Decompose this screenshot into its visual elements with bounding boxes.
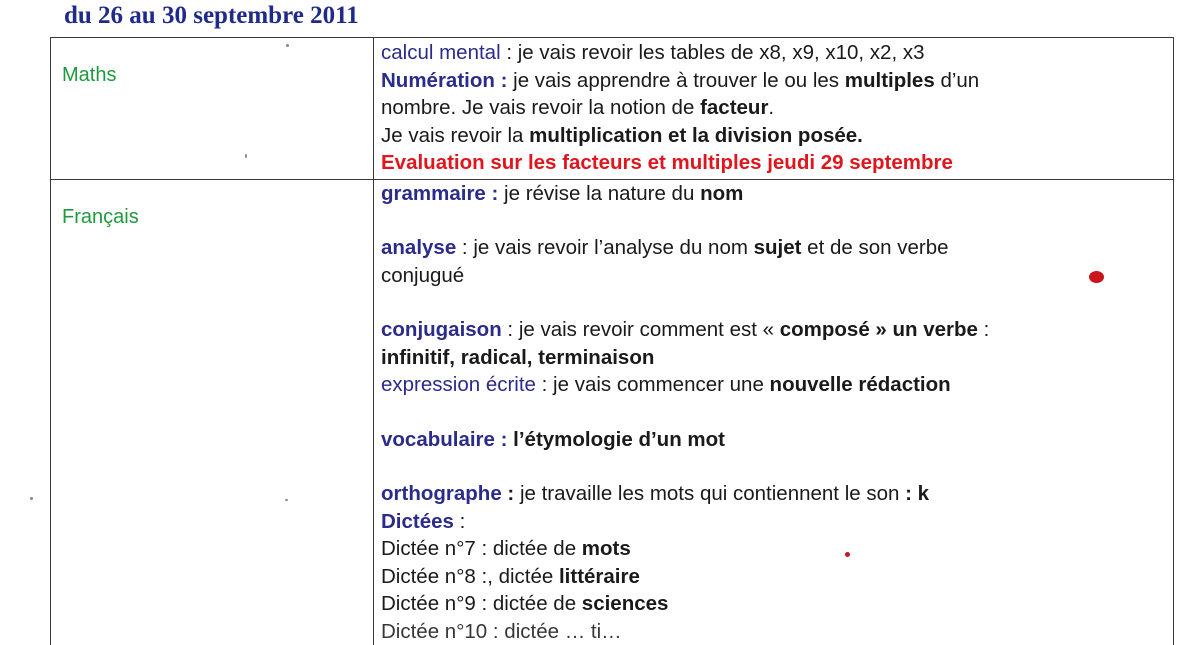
dictees-line xyxy=(381,508,1173,536)
subject-label-francais: Français xyxy=(62,206,139,228)
orthographe-bold: : k xyxy=(905,482,929,505)
scan-speck xyxy=(286,44,289,47)
dictee-7-text: Dictée n°7 : dictée de xyxy=(381,537,582,560)
dictees-keyword: Dictées xyxy=(381,510,454,533)
orthographe-text: je travaille les mots qui contiennent le son xyxy=(520,482,905,505)
orthographe-line xyxy=(381,480,1173,508)
analyse-bold: sujet xyxy=(754,236,802,259)
scan-speck xyxy=(245,154,247,158)
grammaire-text: je révise la nature du xyxy=(498,182,700,205)
expression-line xyxy=(381,371,1173,399)
analyse-text-end: et de son verbe xyxy=(801,236,948,259)
subject-cell-maths xyxy=(51,38,374,180)
calcul-keyword: calcul mental xyxy=(381,41,501,64)
table-row-francais xyxy=(51,179,1174,645)
dictee-10-line: Dictée n°10 : dictée … ti… xyxy=(381,618,1173,645)
numeration-text: je vais apprendre à trouver le ou les xyxy=(507,69,844,92)
calcul-line xyxy=(381,39,1173,67)
dictee-7-line xyxy=(381,535,1173,563)
conjugaison-line-2: infinitif, radical, terminaison xyxy=(381,344,1173,372)
conjugaison-bold: composé » un verbe xyxy=(780,318,978,341)
facteur-line xyxy=(381,94,1173,122)
dictee-7-bold: mots xyxy=(582,537,631,560)
dictee-8-line xyxy=(381,563,1173,591)
red-ink-dot xyxy=(845,552,850,557)
content-cell-maths xyxy=(374,38,1174,180)
grammaire-bold: nom xyxy=(700,182,743,205)
dictee-8-text: Dictée n°8 :, dictée xyxy=(381,565,559,588)
analyse-line-2: conjugué xyxy=(381,262,1173,290)
orthographe-colon: : xyxy=(502,482,520,505)
analyse-text: : je vais revoir l’analyse du nom xyxy=(456,236,753,259)
calcul-text: : je vais revoir les tables de x8, x9, x10, x2, x3 xyxy=(501,41,925,64)
weekly-plan-table xyxy=(50,37,1174,645)
multiplication-bold: multiplication et la division posée. xyxy=(529,124,863,147)
facteur-end: . xyxy=(768,96,774,119)
multiplication-text: Je vais revoir la xyxy=(381,124,529,147)
numeration-bold: multiples xyxy=(845,69,935,92)
conjugaison-text-end: : xyxy=(978,318,989,341)
facteur-text: nombre. Je vais revoir la notion de xyxy=(381,96,700,119)
vocabulaire-bold: l’étymologie d’un mot xyxy=(507,428,725,451)
subject-label-maths: Maths xyxy=(62,64,116,86)
evaluation-line: Evaluation sur les facteurs et multiples jeudi 29 septembre xyxy=(381,149,1173,177)
numeration-text-end: d’un xyxy=(935,69,979,92)
vocabulaire-keyword: vocabulaire : xyxy=(381,428,507,451)
dictee-9-bold: sciences xyxy=(582,592,669,615)
grammaire-line xyxy=(381,180,1173,208)
analyse-keyword: analyse xyxy=(381,236,456,259)
page-title: du 26 au 30 septembre 2011 xyxy=(64,2,359,30)
dictee-8-bold: littéraire xyxy=(559,565,640,588)
numeration-line xyxy=(381,67,1173,95)
facteur-bold: facteur xyxy=(700,96,768,119)
orthographe-keyword: orthographe xyxy=(381,482,502,505)
expression-keyword: expression écrite xyxy=(381,373,536,396)
expression-text: : je vais commencer une xyxy=(536,373,770,396)
red-ink-mark xyxy=(1089,271,1104,283)
analyse-line xyxy=(381,234,1173,262)
subject-cell-francais xyxy=(51,179,374,645)
content-cell-francais xyxy=(374,179,1174,645)
expression-bold: nouvelle rédaction xyxy=(770,373,951,396)
scan-speck xyxy=(30,497,33,500)
scan-speck xyxy=(285,499,288,501)
numeration-keyword: Numération : xyxy=(381,69,507,92)
conjugaison-keyword: conjugaison xyxy=(381,318,502,341)
table-row-maths xyxy=(51,38,1174,180)
vocabulaire-line xyxy=(381,426,1173,454)
dictee-9-text: Dictée n°9 : dictée de xyxy=(381,592,582,615)
grammaire-keyword: grammaire : xyxy=(381,182,498,205)
dictees-text: : xyxy=(454,510,465,533)
multiplication-line xyxy=(381,122,1173,150)
conjugaison-text: : je vais revoir comment est « xyxy=(502,318,780,341)
conjugaison-line xyxy=(381,316,1173,344)
dictee-9-line xyxy=(381,590,1173,618)
